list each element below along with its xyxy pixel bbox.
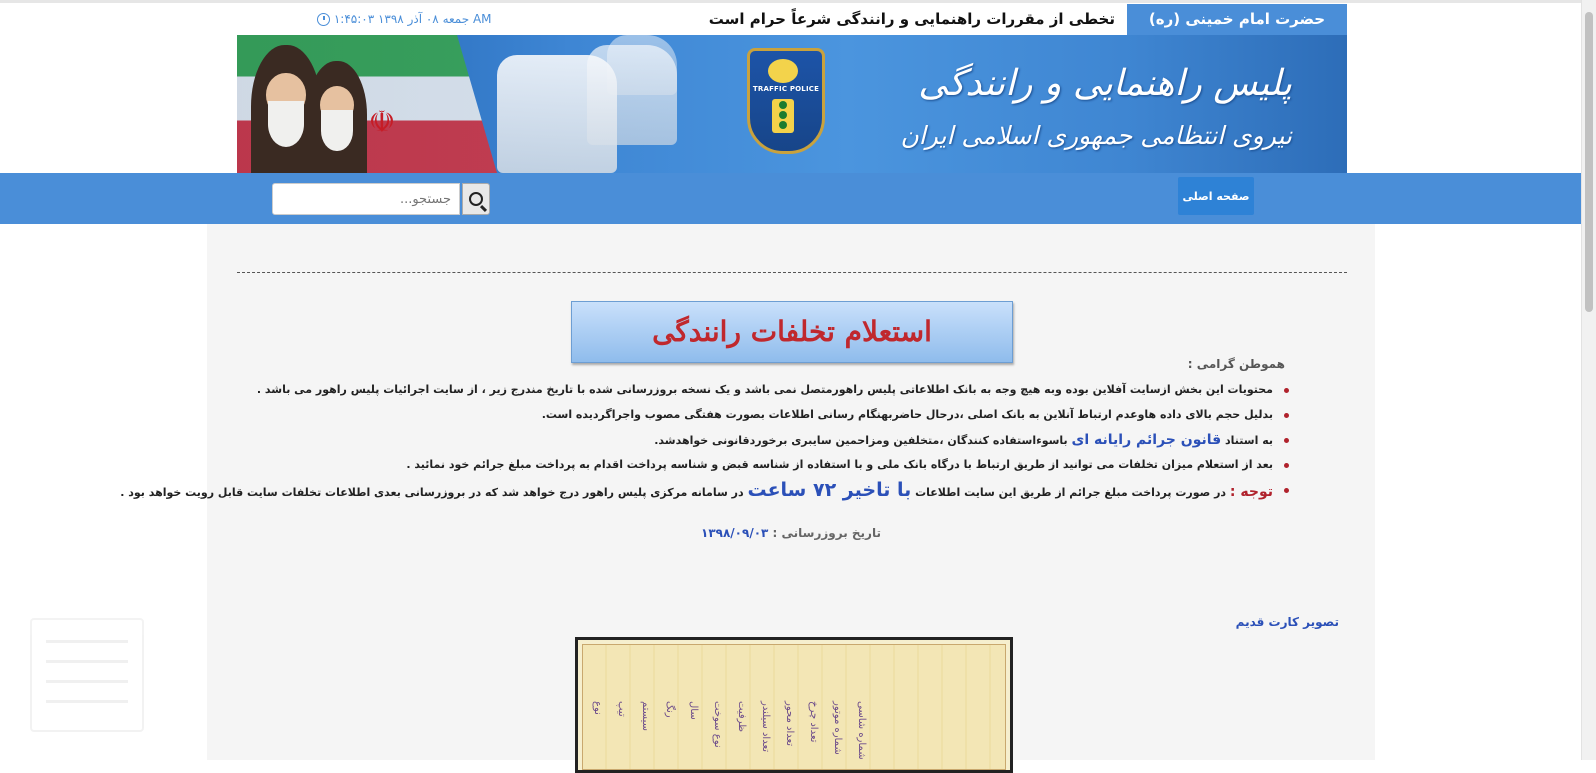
traffic-light-icon <box>772 99 794 133</box>
card-column-label: نوع سوخت <box>712 701 723 748</box>
card-column-label: ظرفیت <box>736 701 747 733</box>
police-car-image <box>497 55 617 173</box>
clock-icon <box>317 13 330 26</box>
imam-khomeini-tab[interactable]: حضرت امام خمینی (ره) <box>1127 4 1347 35</box>
scrollbar-thumb[interactable] <box>1585 12 1593 312</box>
traffic-police-logo <box>747 48 825 154</box>
iran-emblem-icon: ☫ <box>368 105 396 140</box>
delay-highlight: با تاخیر ۷۲ ساعت <box>747 479 912 501</box>
page-title: استعلام تخلفات رانندگی <box>652 315 932 348</box>
header-banner <box>237 35 1347 173</box>
search-icon <box>469 192 483 206</box>
list-item: محتویات این بخش ازسایت آفلاین بوده وبه هیچ وجه به بانک اطلاعاتی پلیس راهورمتصل نمی باشد و یک نسخه بروزرسانی شده با تاریخ مندرج زیر ، از سایت اجرائیات پلیس راهور می باشد . <box>233 378 1273 403</box>
site-title: پلیس راهنمایی و رانندگی <box>918 63 1292 104</box>
greeting: هموطن گرامی : <box>1187 357 1285 371</box>
site-subtitle: نیروی انتظامی جمهوری اسلامی ایران <box>900 121 1292 150</box>
vertical-scrollbar[interactable] <box>1581 0 1596 760</box>
card-column-label: شماره موتور <box>832 701 843 755</box>
card-column-label: تعداد محور <box>784 701 795 747</box>
card-column-label: نوع <box>592 701 603 715</box>
home-button[interactable]: صفحه اصلی <box>1178 177 1254 215</box>
navigation-bar <box>0 173 1582 224</box>
old-vehicle-card-image <box>575 637 1013 773</box>
imam-portrait <box>307 61 367 173</box>
list-item: بدلیل حجم بالای داده هاوعدم ارتباط آنلاین به بانک اصلی ،درحال حاضربهنگام رسانی اطلاعات بصورت هفتگی مصوب واجراگردیده است. <box>233 403 1273 428</box>
card-column-label: سال <box>688 701 699 720</box>
card-column-label: تعداد چرخ <box>808 701 819 743</box>
card-column-label: شماره شاسی <box>856 701 867 760</box>
list-item: بعد از استعلام میزان تخلفات می توانید از طریق ارتباط با درگاه بانک ملی و با استفاده از شناسه قبض و شناسه پرداخت اقدام به پرداخت مبلغ جرائم خود نمائید . <box>233 453 1273 478</box>
warning-label: توجه : <box>1229 484 1273 500</box>
last-update-date: تاریخ بروزرسانی : ۱۳۹۸/۰۹/۰۳ <box>701 526 881 540</box>
dashed-divider <box>237 272 1347 273</box>
card-column-label: تعداد سیلندر <box>760 701 771 753</box>
notice-list <box>120 378 1291 503</box>
card-column-label: تیپ <box>616 701 627 717</box>
card-column-label: رنگ <box>664 701 675 718</box>
date-time-text: جمعه ۰۸ آذر ۱۳۹۸ ۱:۴۵:۰۳ AM <box>333 12 492 26</box>
top-bar <box>237 4 1347 35</box>
old-card-image-link[interactable]: تصویر کارت قدیم <box>1235 615 1339 629</box>
main-content <box>120 224 1375 760</box>
badge-label: TRAFFIC POLICE <box>752 85 820 93</box>
list-item: به استناد قانون جرائم رایانه ای باسوءاستفاده کنندگان ،متخلفین ومزاحمین سایبری برخوردقانونی خواهدشد. <box>233 428 1273 453</box>
cyber-crime-law-link[interactable]: قانون جرائم رایانه ای <box>1071 432 1222 448</box>
card-column-label: سیستم <box>640 701 651 731</box>
list-item: توجه : در صورت پرداخت مبلغ جرائم از طریق این سایت اطلاعات با تاخیر ۷۲ ساعت در سامانه مرکزی پلیس راهور درج خواهد شد که در بروزرسانی بعدی اطلاعات تخلفات سایت قابل رویت خواهد بود . <box>120 479 1273 501</box>
search-button[interactable] <box>462 183 490 215</box>
violation-inquiry-banner <box>571 301 1013 363</box>
update-date-value: ۱۳۹۸/۰۹/۰۳ <box>701 526 769 540</box>
traffic-law-marquee: تخطی از مقررات راهنمایی و رانندگی شرعاً حرام است <box>708 10 1115 28</box>
search-input[interactable] <box>272 183 460 215</box>
window-top-edge <box>0 0 1596 3</box>
faded-watermark <box>30 618 144 732</box>
date-time-display <box>305 4 492 35</box>
